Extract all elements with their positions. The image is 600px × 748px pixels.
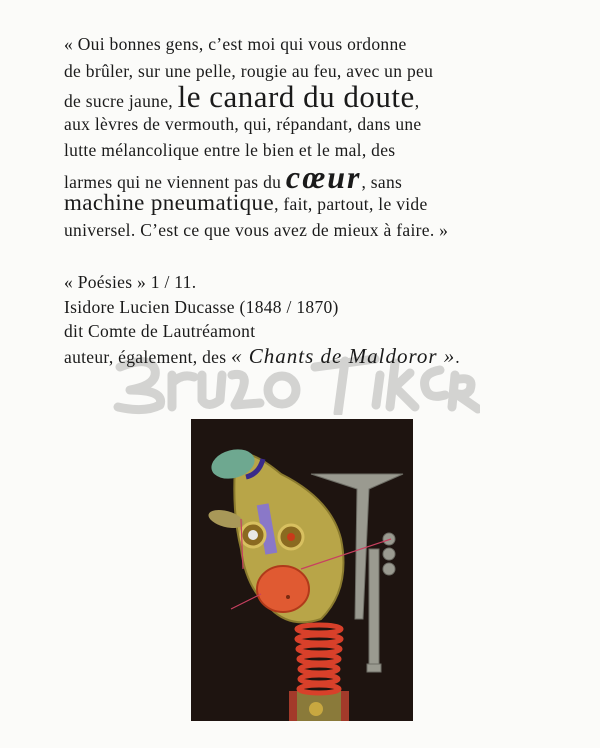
poem-quote (64, 31, 594, 243)
poem-line (64, 79, 594, 114)
poem-line: aux lèvres de vermouth, qui, répandant, dans une (64, 113, 422, 134)
poem-line (64, 190, 594, 217)
poem-text: de sucre jaune, (64, 91, 178, 111)
poem-line: « Oui bonnes gens, c’est moi qui vous ordonne (64, 34, 407, 54)
work-title-maldoror: « Chants de Maldoror » (231, 343, 456, 368)
poem-line: lutte mélancolique entre le bien et le mal, des (64, 140, 396, 160)
credit-text: auteur, également, des (64, 346, 232, 367)
source-reference: « Poésies » 1 / 11. (64, 272, 197, 292)
emphasis-coeur: cœur (285, 158, 362, 195)
poem-text: , fait, partout, le vide (274, 194, 428, 214)
poem-text: larmes qui ne viennent pas du (64, 171, 286, 192)
poem-line: universel. C’est ce que vous avez de mieux à faire. » (64, 219, 449, 240)
credit-text: . (455, 346, 460, 367)
author-alias: dit Comte de Lautréamont (64, 321, 256, 341)
sculpture-image (191, 419, 413, 721)
poem-line (64, 158, 594, 195)
author-name: Isidore Lucien Ducasse (1848 / 1870) (64, 296, 339, 317)
author-other-work (64, 344, 460, 370)
emphasis-canard-du-doute: le canard du doute (177, 79, 415, 114)
credits (64, 270, 460, 369)
poem-text: , (414, 91, 420, 111)
sculpture-photo (191, 419, 413, 721)
poem-line: de brûler, sur une pelle, rougie au feu, avec un peu (64, 60, 434, 81)
poem-text: , sans (361, 171, 403, 192)
emphasis-machine-pneumatique: machine pneumatique (64, 190, 275, 215)
